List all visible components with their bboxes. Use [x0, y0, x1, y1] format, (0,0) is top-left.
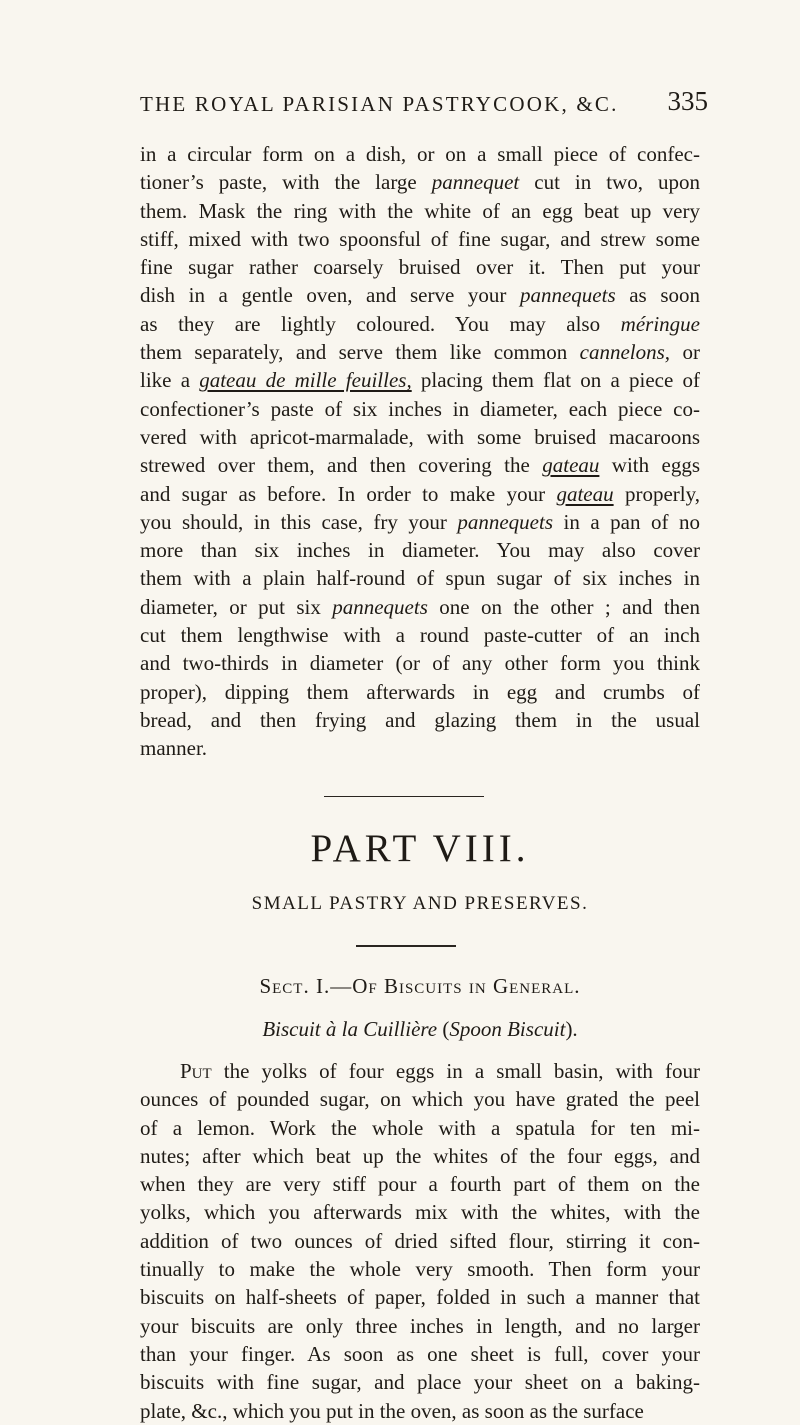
text-run: placing them flat on a piece of	[411, 368, 701, 393]
text-run: strewed over them, and then covering the	[140, 453, 543, 478]
text-line	[140, 678, 700, 706]
section-title: Of Biscuits in General.	[352, 974, 581, 998]
section-dash: —	[330, 974, 353, 998]
italic-term	[199, 368, 411, 392]
text-run: in a circular form on a dish, or on a small piece of confec-	[140, 142, 700, 166]
text-line	[140, 1114, 700, 1142]
text-run: your biscuits are only three inches in length, and no larger	[140, 1313, 700, 1338]
text-run: as soon	[615, 283, 700, 308]
paragraph-pannequets	[140, 140, 700, 763]
text-run: plate, &c., which you put in the oven, as soon as the surface	[140, 1398, 644, 1423]
running-head	[140, 86, 708, 126]
text-line	[140, 1198, 700, 1226]
text-run: you should, in this case, fry your	[140, 509, 458, 534]
text-line	[140, 1142, 700, 1170]
underlined-term: gateau	[556, 481, 614, 506]
text-line	[140, 536, 700, 564]
short-divider-rule	[356, 945, 456, 947]
text-run: proper), dipping them afterwards in egg and crumbs of	[140, 679, 700, 704]
text-run: them. Mask the ring with the white of an egg beat up very	[140, 198, 700, 223]
text-run: dish in a gentle oven, and serve your	[140, 283, 520, 308]
text-run: with eggs	[599, 453, 701, 478]
text-run: addition of two ounces of dried sifted flour, stirring it con-	[140, 1228, 700, 1253]
text-line	[140, 480, 700, 508]
text-line	[140, 649, 700, 677]
text-run: cut them lengthwise with a round paste-cutter of an inch	[140, 623, 700, 648]
recipe-title: Biscuit à la Cuillière	[262, 1017, 438, 1041]
text-run: in a pan of no	[553, 509, 700, 534]
text-line	[140, 621, 700, 649]
text-run: diameter, or put six	[140, 594, 333, 619]
text-line	[140, 197, 700, 225]
text-line	[140, 706, 700, 734]
recipe-paren-open: (	[437, 1017, 450, 1041]
text-run: as they are lightly coloured. You may also	[140, 311, 621, 336]
section-heading	[140, 974, 700, 999]
italic-term: cannelons,	[579, 340, 671, 365]
text-run: ounces of pounded sugar, on which you have grated the peel	[140, 1087, 700, 1112]
italic-term: pannequet	[431, 170, 520, 195]
italic-term: pannequets	[332, 594, 428, 619]
text-line	[140, 564, 700, 592]
text-run: manner.	[140, 736, 208, 761]
text-run: Put	[180, 1059, 212, 1083]
text-line	[140, 140, 700, 168]
text-line	[140, 281, 700, 309]
text-run: confectioner’s paste of six inches in diameter, each piece co-	[140, 396, 700, 421]
text-run: one on the other ; and then	[427, 594, 701, 619]
text-line	[140, 1227, 700, 1255]
italic-term: pannequets	[457, 509, 553, 534]
text-line	[140, 1340, 700, 1368]
underlined-term: gateau de mille feuilles,	[199, 368, 412, 393]
text-run: vered with apricot-marmalade, with some bruised macaroons	[140, 424, 700, 449]
recipe-paren-close: ).	[565, 1017, 578, 1041]
text-run: the yolks of four eggs in a small basin, with four	[211, 1059, 700, 1083]
text-line	[140, 1255, 700, 1283]
text-run: yolks, which you afterwards mix with the whites, with the	[140, 1200, 700, 1225]
section-divider-rule	[324, 796, 484, 797]
part-title: PART VIII.	[310, 827, 530, 870]
italic-term	[542, 453, 599, 477]
italic-term: méringue	[620, 311, 700, 336]
text-line	[140, 1397, 700, 1425]
text-run: fine sugar rather coarsely bruised over it. Then put your	[140, 255, 700, 280]
text-run: when they are very stiff pour a fourth part of them on the	[140, 1172, 700, 1197]
text-run: or	[670, 340, 700, 365]
paragraph-spoon-biscuit	[140, 1057, 700, 1425]
text-line	[140, 1057, 700, 1085]
text-run: of a lemon. Work the whole with a spatula for ten mi-	[140, 1115, 700, 1140]
text-run: and sugar as before. In order to make your	[140, 481, 557, 506]
text-run: them with a plain half-round of spun sugar of six inches in	[140, 566, 700, 591]
text-run: biscuits with fine sugar, and place your sheet on a baking-	[140, 1370, 700, 1395]
text-run: and two-thirds in diameter (or of any other form you think	[140, 651, 700, 676]
text-run: bread, and then frying and glazing them in the usual	[140, 707, 700, 732]
text-line	[140, 1368, 700, 1396]
text-line	[140, 1085, 700, 1113]
text-line	[140, 310, 700, 338]
text-run: cut in two, upon	[519, 170, 700, 195]
text-run: them separately, and serve them like common	[140, 340, 580, 365]
text-run: more than six inches in diameter. You may also cover	[140, 538, 700, 563]
page-number: 335	[667, 86, 708, 116]
text-run: like a	[140, 368, 200, 393]
italic-term: pannequets	[519, 283, 616, 308]
text-line	[140, 168, 700, 196]
text-line	[140, 1312, 700, 1340]
text-line	[140, 734, 700, 762]
text-line	[140, 338, 700, 366]
recipe-heading	[140, 1017, 700, 1042]
running-title: THE ROYAL PARISIAN PASTRYCOOK, &C.	[140, 92, 619, 116]
text-line	[140, 1283, 700, 1311]
recipe-subtitle: Spoon Biscuit	[449, 1017, 566, 1041]
text-line	[140, 366, 700, 394]
underlined-term: gateau	[542, 453, 600, 478]
part-subtitle: SMALL PASTRY AND PRESERVES.	[251, 893, 589, 914]
text-line	[140, 1170, 700, 1198]
italic-term	[556, 482, 613, 506]
text-line	[140, 451, 700, 479]
text-line	[140, 593, 700, 621]
text-run: tinually to make the whole very smooth. Then form your	[140, 1257, 700, 1282]
text-run: than your finger. As soon as one sheet is full, cover your	[140, 1341, 700, 1366]
text-run: tioner’s paste, with the large	[140, 170, 432, 195]
text-run: properly,	[613, 481, 700, 506]
text-run: biscuits on half-sheets of paper, folded in such a manner that	[140, 1285, 700, 1310]
text-line	[140, 225, 700, 253]
text-line	[140, 253, 700, 281]
section-label: Sect. I.	[259, 974, 331, 998]
text-run: stiff, mixed with two spoonsful of fine sugar, and strew some	[140, 226, 700, 251]
text-run: nutes; after which beat up the whites of the four eggs, and	[140, 1143, 700, 1168]
text-line	[140, 508, 700, 536]
text-line	[140, 395, 700, 423]
text-line	[140, 423, 700, 451]
